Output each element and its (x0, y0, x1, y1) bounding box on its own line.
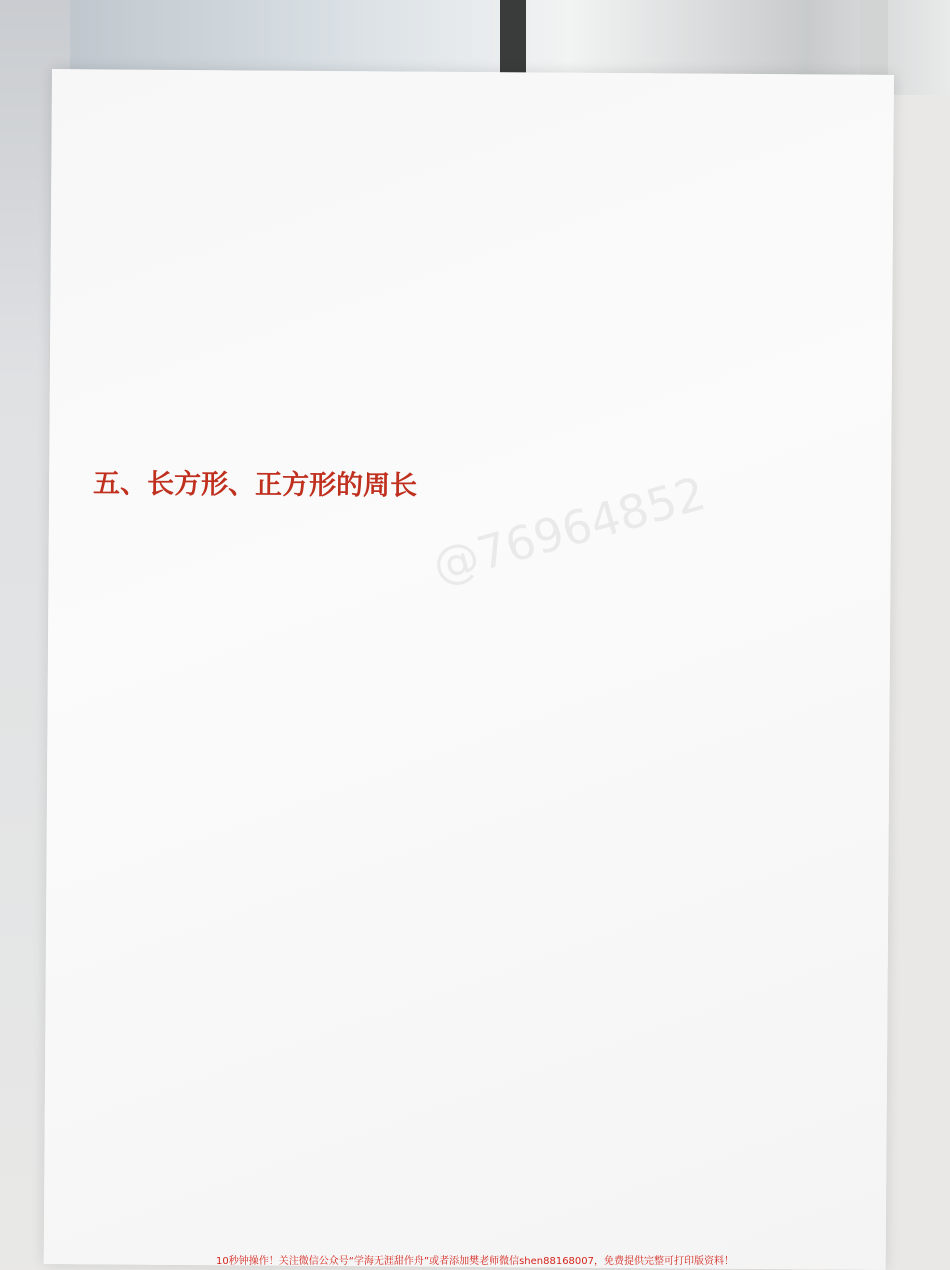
section-heading-perimeter: 五、长方形、正方形的周长 (93, 468, 418, 502)
footer-notice: 10秒钟操作！关注微信公众号“学海无涯甜作舟”或者添加樊老师微信shen88168007，免费提供完整可打印版资料！ (215, 1256, 735, 1267)
worksheet-page (44, 69, 894, 1270)
watermark: @76964852 (426, 466, 712, 594)
